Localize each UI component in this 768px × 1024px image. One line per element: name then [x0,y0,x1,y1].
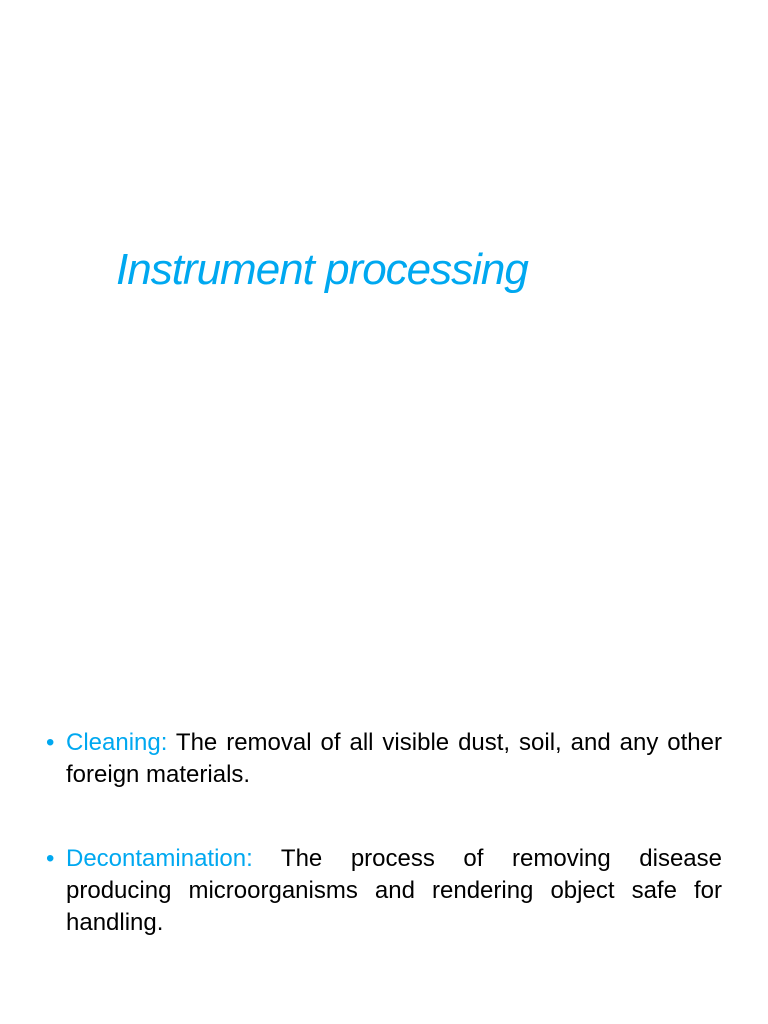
bullet-definition: The removal of all visible dust, soil, and any other foreign materials. [66,729,722,788]
bullet-term: Cleaning: [66,729,168,756]
bullet-dot-icon: • [46,845,55,872]
bullet-list [46,727,722,991]
bullet-dot-icon: • [46,729,55,756]
slide-title: Instrument processing [116,245,528,294]
bullet-term: Decontamination: [66,845,253,872]
bullet-item-cleaning [46,727,722,791]
bullet-item-decontamination [46,843,722,939]
bullet-definition: The process of removing disease producing microorganisms and rendering object safe for handling. [66,845,723,936]
